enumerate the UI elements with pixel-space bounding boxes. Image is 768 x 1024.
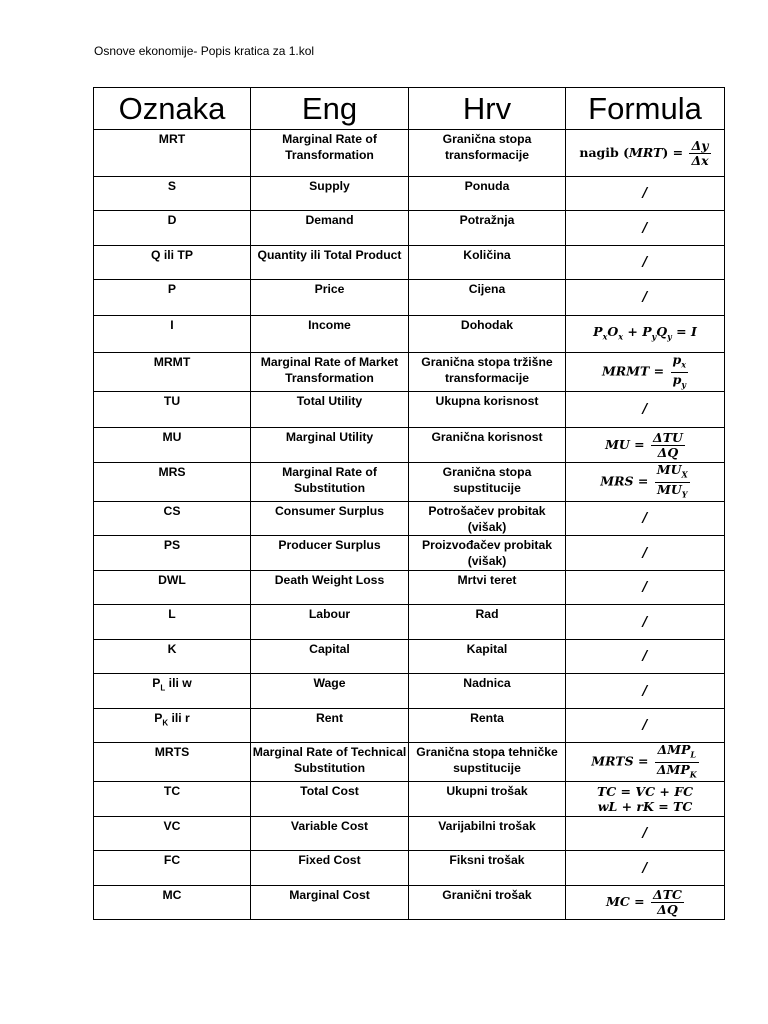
cell-formula: MRS = $\frac{MU_X}{MU_Y}$ bbox=[566, 463, 725, 502]
cell-eng: Marginal Rate of Market Transformation bbox=[251, 353, 409, 392]
cell-hrv: Renta bbox=[409, 709, 566, 743]
cell-eng: Marginal Rate of Transformation bbox=[251, 130, 409, 177]
cell-hrv: Varijabilni trošak bbox=[409, 817, 566, 851]
cell-hrv: Rad bbox=[409, 605, 566, 640]
cell-oznaka: Q ili TP bbox=[94, 246, 251, 280]
cell-eng: Wage bbox=[251, 674, 409, 709]
cell-oznaka: K bbox=[94, 640, 251, 674]
table-row bbox=[94, 674, 725, 709]
cell-hrv: Potražnja bbox=[409, 211, 566, 246]
cell-hrv: Ukupni trošak bbox=[409, 782, 566, 817]
table-row bbox=[94, 886, 725, 920]
table-row bbox=[94, 640, 725, 674]
cell-oznaka: MRMT bbox=[94, 353, 251, 392]
table-row bbox=[94, 743, 725, 782]
cell-eng: Capital bbox=[251, 640, 409, 674]
cell-formula: $P_xO_x + P_yQ_y = I$ bbox=[566, 316, 725, 353]
cell-eng: Consumer Surplus bbox=[251, 502, 409, 536]
cell-eng: Labour bbox=[251, 605, 409, 640]
cell-formula: / bbox=[566, 817, 725, 851]
cell-oznaka: VC bbox=[94, 817, 251, 851]
cell-formula: MRTS = $\frac{\Delta MP_L}{\Delta MP_K}$ bbox=[566, 743, 725, 782]
table-row bbox=[94, 177, 725, 211]
table-row bbox=[94, 428, 725, 463]
header-hrv: Hrv bbox=[409, 88, 566, 130]
cell-oznaka: MC bbox=[94, 886, 251, 920]
cell-formula: MU = $\frac{\text{ΔTU}}{\Delta Q}$ bbox=[566, 428, 725, 463]
cell-formula: TC = VC + FC wL + rK = TC bbox=[566, 782, 725, 817]
cell-eng: Rent bbox=[251, 709, 409, 743]
cell-formula: / bbox=[566, 211, 725, 246]
table-row bbox=[94, 130, 725, 177]
cell-oznaka: MRTS bbox=[94, 743, 251, 782]
cell-formula: / bbox=[566, 502, 725, 536]
cell-hrv: Količina bbox=[409, 246, 566, 280]
cell-hrv: Ukupna korisnost bbox=[409, 392, 566, 428]
cell-hrv: Nadnica bbox=[409, 674, 566, 709]
header-formula: Formula bbox=[566, 88, 725, 130]
cell-hrv: Granična stopa tržišne transformacije bbox=[409, 353, 566, 392]
cell-formula: / bbox=[566, 246, 725, 280]
cell-eng: Marginal Utility bbox=[251, 428, 409, 463]
cell-eng: Marginal Rate of Substitution bbox=[251, 463, 409, 502]
cell-eng: Total Utility bbox=[251, 392, 409, 428]
table-row bbox=[94, 536, 725, 571]
cell-hrv: Fiksni trošak bbox=[409, 851, 566, 886]
cell-oznaka: S bbox=[94, 177, 251, 211]
table-row bbox=[94, 463, 725, 502]
cell-eng: Price bbox=[251, 280, 409, 316]
cell-oznaka: I bbox=[94, 316, 251, 353]
cell-eng: Variable Cost bbox=[251, 817, 409, 851]
cell-hrv: Granični trošak bbox=[409, 886, 566, 920]
table-row bbox=[94, 571, 725, 605]
cell-eng: Demand bbox=[251, 211, 409, 246]
document-title: Osnove ekonomije- Popis kratica za 1.kol bbox=[94, 44, 315, 58]
cell-hrv: Proizvođačev probitak (višak) bbox=[409, 536, 566, 571]
cell-oznaka: L bbox=[94, 605, 251, 640]
cell-eng: Producer Surplus bbox=[251, 536, 409, 571]
cell-oznaka: CS bbox=[94, 502, 251, 536]
cell-oznaka: $P_L$ ili w bbox=[94, 674, 251, 709]
header-row bbox=[94, 88, 725, 130]
header-eng: Eng bbox=[251, 88, 409, 130]
cell-formula: / bbox=[566, 392, 725, 428]
cell-hrv: Granična stopa tehničke supstitucije bbox=[409, 743, 566, 782]
cell-eng: Quantity ili Total Product bbox=[251, 246, 409, 280]
cell-formula: / bbox=[566, 571, 725, 605]
table-row bbox=[94, 817, 725, 851]
cell-oznaka: D bbox=[94, 211, 251, 246]
cell-eng: Total Cost bbox=[251, 782, 409, 817]
cell-hrv: Mrtvi teret bbox=[409, 571, 566, 605]
cell-formula: / bbox=[566, 177, 725, 211]
table-row bbox=[94, 851, 725, 886]
cell-oznaka: TU bbox=[94, 392, 251, 428]
cell-oznaka: MRT bbox=[94, 130, 251, 177]
cell-oznaka: TC bbox=[94, 782, 251, 817]
table-row bbox=[94, 502, 725, 536]
cell-eng: Death Weight Loss bbox=[251, 571, 409, 605]
cell-oznaka: PS bbox=[94, 536, 251, 571]
cell-eng: Income bbox=[251, 316, 409, 353]
table-row bbox=[94, 211, 725, 246]
table-row bbox=[94, 316, 725, 353]
cell-hrv: Ponuda bbox=[409, 177, 566, 211]
cell-oznaka: P bbox=[94, 280, 251, 316]
cell-formula: / bbox=[566, 605, 725, 640]
cell-hrv: Potrošačev probitak (višak) bbox=[409, 502, 566, 536]
cell-oznaka: FC bbox=[94, 851, 251, 886]
cell-oznaka: MU bbox=[94, 428, 251, 463]
cell-oznaka: DWL bbox=[94, 571, 251, 605]
cell-formula: / bbox=[566, 709, 725, 743]
cell-oznaka: MRS bbox=[94, 463, 251, 502]
cell-hrv: Granična stopa transformacije bbox=[409, 130, 566, 177]
cell-hrv: Cijena bbox=[409, 280, 566, 316]
cell-eng: Marginal Rate of Technical Substitution bbox=[251, 743, 409, 782]
cell-hrv: Dohodak bbox=[409, 316, 566, 353]
header-oznaka: Oznaka bbox=[94, 88, 251, 130]
table-row bbox=[94, 782, 725, 817]
table-row bbox=[94, 280, 725, 316]
table-row bbox=[94, 353, 725, 392]
cell-formula: / bbox=[566, 851, 725, 886]
table-row bbox=[94, 605, 725, 640]
cell-hrv: Kapital bbox=[409, 640, 566, 674]
cell-formula: nagib (MRT) = $\frac{\Delta y}{\Delta x}$ bbox=[566, 130, 725, 177]
cell-eng: Fixed Cost bbox=[251, 851, 409, 886]
abbreviations-table bbox=[93, 87, 725, 920]
cell-hrv: Granična korisnost bbox=[409, 428, 566, 463]
cell-eng: Supply bbox=[251, 177, 409, 211]
cell-formula: MRMT = $\frac{p_x}{p_y}$ bbox=[566, 353, 725, 392]
cell-formula: / bbox=[566, 536, 725, 571]
cell-formula: MC = $\frac{\text{ΔTC}}{\Delta Q}$ bbox=[566, 886, 725, 920]
cell-hrv: Granična stopa supstitucije bbox=[409, 463, 566, 502]
cell-formula: / bbox=[566, 640, 725, 674]
table-row bbox=[94, 392, 725, 428]
table-row bbox=[94, 246, 725, 280]
cell-oznaka: $P_K$ ili r bbox=[94, 709, 251, 743]
cell-eng: Marginal Cost bbox=[251, 886, 409, 920]
table-row bbox=[94, 709, 725, 743]
cell-formula: / bbox=[566, 674, 725, 709]
cell-formula: / bbox=[566, 280, 725, 316]
